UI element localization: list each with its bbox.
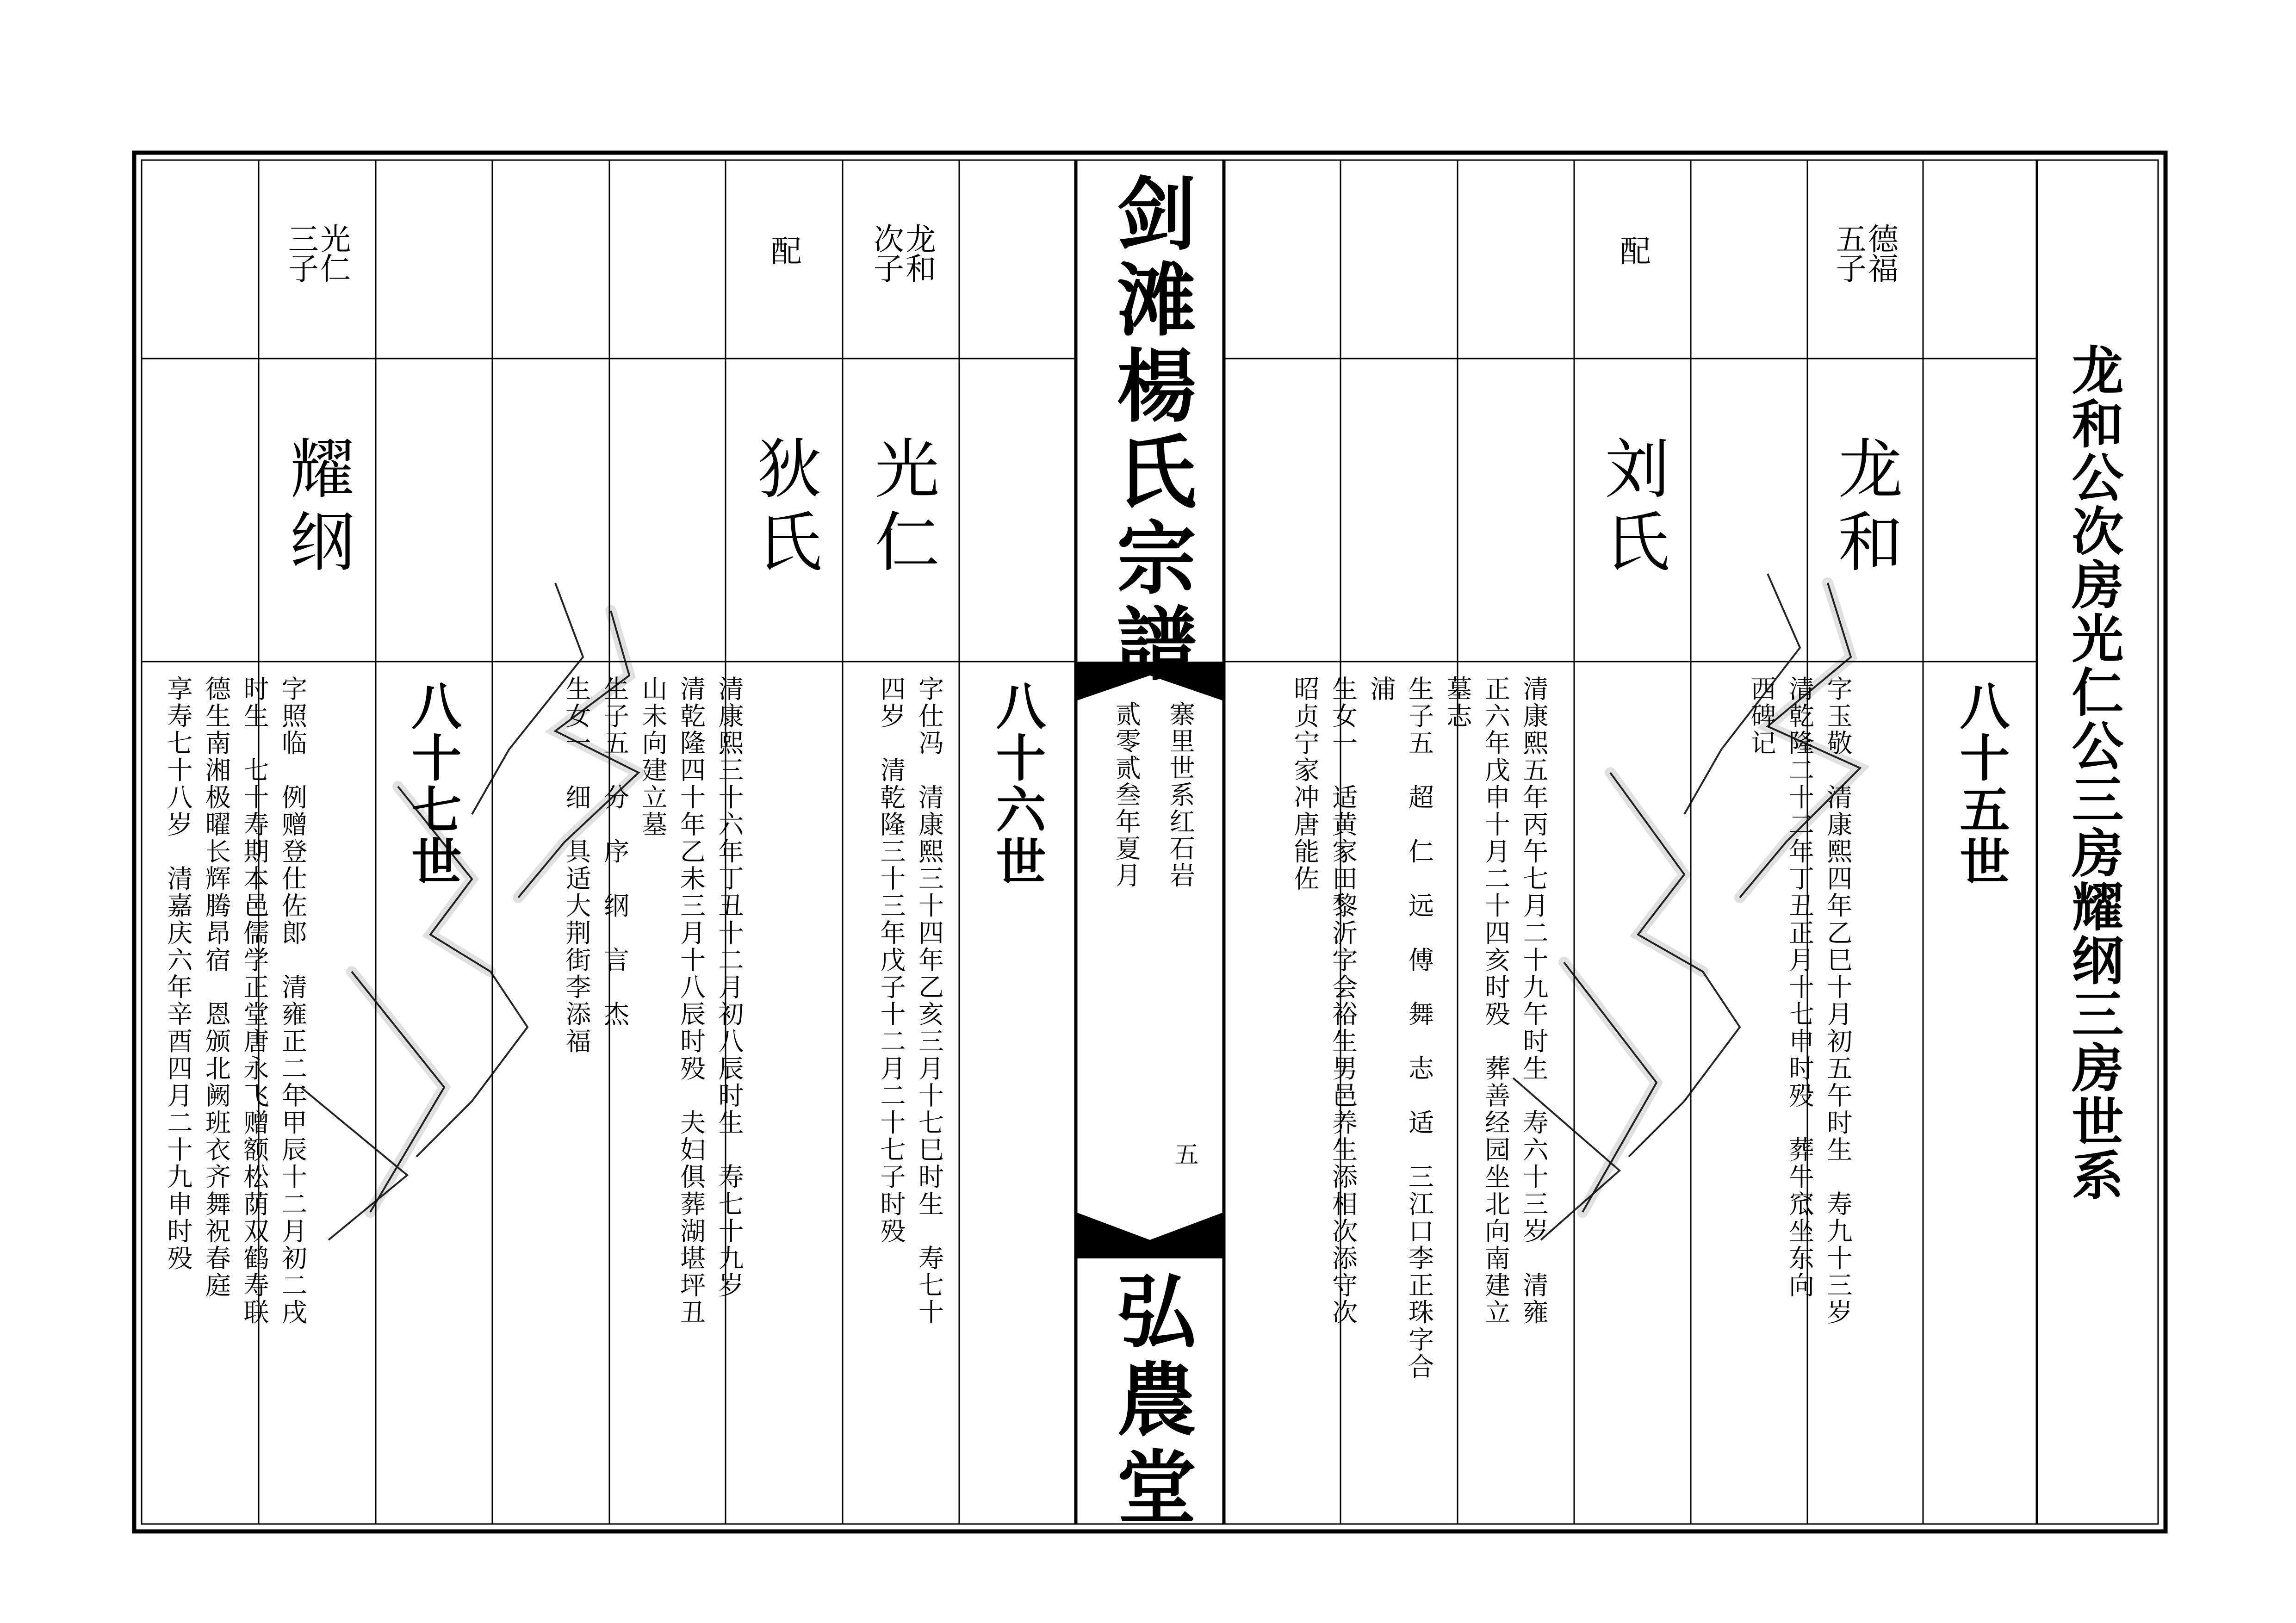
spouse-name: 刘氏 [1594, 435, 1669, 581]
watermark-right [1388, 555, 1943, 1272]
spouse-record: 清康熙五年丙午七月二十九午时生 寿六十三岁 清雍 正六年戊申十月二十四亥时殁 葬善经园坐北向南建立 墓志 生子五 超 仁 远 傅 舞 志 适 三江口李正珠字合 浦 生女一 适黄家田黎沂字会裕生男邑养生添相次添守次 昭贞宁家冲唐能佐 [1290, 675, 1549, 1381]
spouse-name: 狄氏 [746, 435, 822, 581]
person-name: 龙和 [1827, 435, 1903, 581]
generation-label-87: 八十七世 [403, 680, 461, 887]
person-record: 字仕冯 清康熙三十四年乙亥三月十七巳时生 寿七十 四岁 清乾隆三十三年戊子十二月二十七子时殁 [876, 675, 944, 1326]
person-name: 耀纲 [279, 435, 354, 581]
watermark-left [231, 555, 787, 1272]
spouse-header: 配 [1615, 235, 1651, 266]
spine-hall-name: 弘農堂 [1104, 1270, 1198, 1534]
spine-lineage-date: 寨里世系红石岩 [1165, 701, 1195, 889]
generation-label-86: 八十六世 [987, 680, 1046, 887]
person-name: 光仁 [864, 435, 939, 581]
person-header: 龙和 次子 [868, 223, 936, 282]
page-number: 五 [1170, 1142, 1198, 1166]
spine-marker-bottom [1076, 1212, 1224, 1258]
page-title: 龙和公次房光仁公三房耀纲三房世系 [2063, 343, 2124, 1202]
spine-book-title: 剑滩楊氏宗譜 [1104, 172, 1198, 688]
spouse-record: 清康熙三十六年丁丑十二月初八辰时生 寿七十九岁 清乾隆四十年乙未三月十八辰时殁 夫妇俱葬湖堪坪丑 山未向建立墓 生子五 分 序 纲 言 杰 生女一 细 具适大荆街李添福 [561, 675, 744, 1326]
spine-date: 贰零贰叁年夏月 [1111, 701, 1141, 889]
person-record: 字玉敬 清康熙四年乙巳十月初五午时生 寿九十三岁 清乾隆二十二年丁丑正月十七申时殁 葬牛窊坐东向 西碑记 [1746, 675, 1853, 1326]
person-header: 德福 五子 [1831, 223, 1899, 282]
person-record: 字照临 例赠登仕佐郎 清雍正二年甲辰十二月初二戌 时生 七十寿期本邑儒学正堂唐永飞赠额松荫双鹤寿联 德生南湘极曜长辉腾昂宿 恩颁北阙班衣齐舞祝春庭 享寿七十八岁 清嘉庆六年辛酉四月二十九申时殁 [163, 675, 307, 1326]
person-header: 光仁 三子 [283, 223, 351, 282]
spouse-header: 配 [766, 235, 801, 266]
generation-label-85: 八十五世 [1951, 680, 2010, 887]
